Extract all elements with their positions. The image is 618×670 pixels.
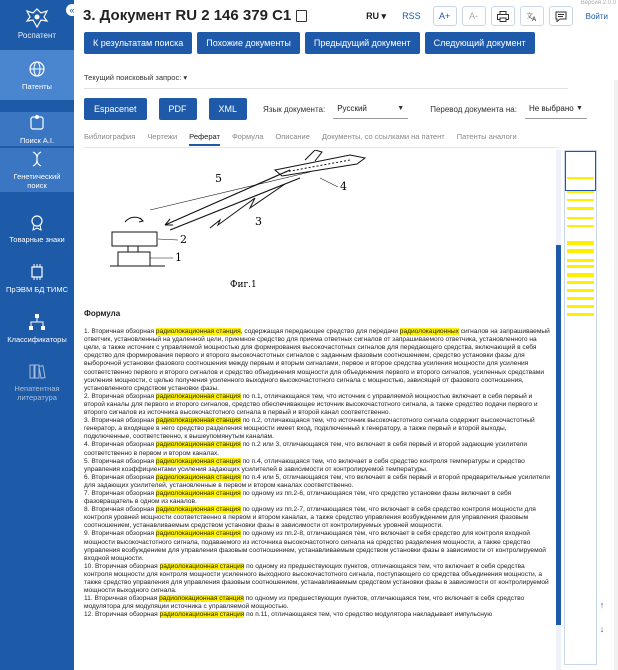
- claim-paragraph: [84, 506, 554, 530]
- document-title: 3. Документ RU 2 146 379 C1: [83, 7, 292, 24]
- sidebar-item-label: ПрЭВМ БД ТИМС: [5, 284, 68, 294]
- figure-label: 4: [340, 180, 347, 193]
- minimap-mark: [567, 273, 594, 277]
- claim-text: по одному из пп.2-7, отличающаяся тем, что включает в себя средство контроля мощности для контроля уровней мощности соответственно в первом и втором каналах, а также средство управления возбуждением для управления фазовым соотношением, устанавливаемым средством установки фазы в зависимости от контролируемых уровней мощности.: [84, 506, 536, 530]
- claim-paragraph: [84, 595, 554, 611]
- xml-button[interactable]: XML: [209, 98, 248, 120]
- sidebar-item-software-db[interactable]: [0, 256, 74, 300]
- divider: [84, 147, 558, 148]
- minimap-mark: [567, 297, 594, 300]
- aircraft-drawing: [275, 150, 365, 176]
- minimap-mark: [567, 177, 594, 179]
- search-highlight: радиолокационная станция: [155, 530, 241, 538]
- search-highlight: радиолокационная станция: [155, 328, 241, 336]
- claim-paragraph: [84, 530, 554, 562]
- translate-icon[interactable]: [520, 6, 544, 26]
- patent-figure: [110, 150, 370, 295]
- sidebar-item-trademarks[interactable]: [0, 206, 74, 250]
- page-title: [83, 7, 307, 24]
- minimap-viewport[interactable]: [565, 151, 596, 191]
- search-highlight: радиолокационная станция: [155, 417, 241, 425]
- sidebar-item-literature[interactable]: [0, 356, 74, 408]
- claim-text: по одному из предшествующих пунктов, отличающаяся тем, что включает в себя средства контроля мощности для контроля мощности усиленного выходного высокочастотного сигнала, поступающего со средства объединения мощности, а также средство управления для управления фазовым соотношением, устанавливаемым средством установки фазы в зависимости от контролируемой мощности выходного сигнала.: [84, 562, 549, 595]
- claim-text: по п.1, отличающаяся тем, что источник с управляемой мощностью включает в себя первый и второй каналы для первого и второго сигналов, средство обеспечивающее источник высокочастотного сигнала, а также средство подачи первого и второго сигналов из источника высокочастотного сигнала в первый и второй канал соответственно.: [84, 392, 538, 417]
- espacenet-button[interactable]: Espacenet: [84, 98, 147, 120]
- previous-document-button[interactable]: Предыдущий документ: [305, 32, 420, 54]
- claim-text: 1. Вторичная обзорная: [84, 328, 156, 336]
- language-switch[interactable]: RU ▾: [366, 10, 387, 21]
- claim-text: по п.11, отличающаяся тем, что средство модулятора накладывает импульсную: [244, 611, 493, 619]
- feedback-icon[interactable]: [549, 6, 573, 26]
- figure-caption: Фиг.1: [230, 280, 257, 290]
- tab-drawings[interactable]: Чертежи: [147, 132, 178, 141]
- search-highlight: радиолокационная станция: [159, 562, 245, 570]
- claim-paragraph: [84, 393, 554, 417]
- translate-label: Перевод документа на:: [430, 104, 517, 114]
- claim-text: по п.4, отличающаяся тем, что включает в себя средство контроля температуры и средство управления коэффициентами усиления задающих усилителей в зависимости от контролируемой температуры.: [84, 457, 525, 473]
- svg-text:文: 文: [525, 11, 533, 20]
- claim-text: по одному из пп.2-6, отличающаяся тем, что средство установки фазы включает в себя фазовращатель в одном из каналов.: [84, 489, 512, 506]
- document-language-select[interactable]: [333, 99, 408, 119]
- page-scrollbar[interactable]: [614, 80, 618, 670]
- chevron-down-icon: ▼: [397, 105, 405, 112]
- claim-text: 12. Вторичная обзорная: [84, 611, 160, 619]
- figure-label: 2: [180, 233, 187, 246]
- claim-text: 9. Вторичная обзорная: [84, 530, 156, 538]
- search-highlight: радиолокационная станция: [155, 457, 241, 465]
- search-highlight: радиолокационная станция: [155, 489, 241, 497]
- claim-paragraph: [84, 328, 554, 393]
- sidebar-item-label: Генетический поиск: [13, 172, 61, 190]
- sidebar-item-genetic-search[interactable]: [0, 148, 74, 192]
- divider: [84, 88, 568, 89]
- chevron-down-icon: ▼: [576, 105, 583, 112]
- sidebar-item-label: Патенты: [22, 81, 52, 91]
- scroll-up-icon[interactable]: ↑: [599, 600, 605, 610]
- login-link[interactable]: Войти: [585, 11, 608, 21]
- sidebar: [0, 0, 74, 670]
- claim-text: по одному из предшествующих пунктов, отличающаяся тем, что включает в себя средство модулятора для модуляции источника с управляемой мощностью.: [84, 595, 525, 611]
- claim-paragraph: [84, 458, 554, 474]
- claim-text: 7. Вторичная обзорная: [84, 489, 156, 497]
- claim-paragraph: [84, 474, 554, 490]
- globe-icon: [28, 60, 46, 78]
- font-decrease-button[interactable]: A-: [462, 6, 486, 26]
- claim-text: 10. Вторичная обзорная: [84, 562, 160, 570]
- claim-text: 11. Вторичная обзорная: [84, 595, 160, 603]
- minimap-mark: [567, 289, 594, 292]
- claim-text: 4. Вторичная обзорная: [84, 441, 156, 449]
- claim-text: 6. Вторичная обзорная: [84, 473, 156, 481]
- tab-abstract[interactable]: Реферат: [189, 132, 220, 146]
- font-increase-button[interactable]: A+: [433, 6, 457, 26]
- hierarchy-icon: [28, 313, 46, 331]
- logo[interactable]: [0, 0, 74, 46]
- claim-text: , содержащая передающее средство для передачи: [240, 328, 400, 336]
- claim-paragraph: [84, 417, 554, 441]
- pdf-button[interactable]: PDF: [159, 98, 197, 120]
- search-highlight: радиолокационная станция: [155, 392, 241, 400]
- section-heading: Формула: [84, 309, 121, 318]
- minimap-mark: [567, 217, 594, 219]
- selected-value: Не выбрано: [528, 104, 574, 113]
- content-scrollbar[interactable]: [556, 150, 561, 670]
- sidebar-item-ai-search[interactable]: [0, 112, 74, 146]
- logo-text: Роспатент: [17, 30, 57, 40]
- tab-description[interactable]: Описание: [275, 132, 310, 141]
- claim-paragraph: [84, 490, 554, 506]
- claim-text: 8. Вторичная обзорная: [84, 506, 156, 514]
- claim-text: по п.2 или 3, отличающаяся тем, что включает в себя первый и второй задающие усилители соответственно в первом и втором каналах.: [84, 441, 528, 457]
- svg-text:A: A: [531, 15, 536, 22]
- minimap-mark: [567, 225, 594, 227]
- ground-station-drawing: [110, 217, 165, 266]
- books-icon: [28, 362, 46, 380]
- search-highlight: радиолокационная станция: [159, 595, 244, 603]
- minimap-mark: [567, 265, 594, 268]
- selected-value: Русский: [337, 104, 367, 113]
- sidebar-item-classifiers[interactable]: [0, 306, 74, 350]
- claim-text: сигналов на запрашиваемый ответчик, установленный на удаленной цели, приемное средство для приема ответных сигналов от запрашиваемого ответчика, установленного на цели, а также источник с управляемой мощностью для формирования высокочастотных сигналов для передающего средства, включающий в себя средство для формирования первого и второго высокочастотных сигналов с заданным фазовым соотношением, средство установки фазы для выборочной установки фазового соотношения между первым и вторым сигналами, первое и второе средства усиления мощности для усиления соответственно первого и второго сигналов и средство объединения мощности для объединения первого и второго сигналов, усиленных средствами усиления мощности, с целью получения усиленного выходного высокочастотного сигнала с мощностью, зависящей от фазового соотношения, установленного средством установки фазы.: [84, 328, 550, 392]
- back-to-results-button[interactable]: К результатам поиска: [84, 32, 192, 54]
- claim-text: по п.4 или 5, отличающаяся тем, что включает в себя первый и второй предварительные усилители для задающих усилителей, установленные в первом и втором каналах соответственно.: [84, 473, 550, 489]
- search-highlight: радиолокационных: [399, 328, 459, 336]
- figure-label: 5: [215, 172, 222, 185]
- minimap-mark: [567, 199, 594, 201]
- eagle-logo-icon: [25, 7, 49, 29]
- search-highlight: радиолокационная станция: [159, 611, 245, 619]
- format-toolbar: [84, 98, 587, 120]
- minimap-mark: [567, 249, 594, 253]
- sidebar-item-label: Товарные знаки: [9, 234, 65, 244]
- figure-label: 3: [255, 215, 262, 228]
- sidebar-item-label: Непатентная литература: [14, 384, 60, 402]
- figure-label: 1: [175, 251, 182, 264]
- scrollbar-thumb[interactable]: [556, 245, 561, 625]
- claim-paragraph: [84, 611, 554, 619]
- search-highlight: радиолокационная станция: [155, 473, 241, 481]
- scroll-down-icon[interactable]: ↓: [599, 624, 605, 634]
- document-language-label: Язык документа:: [263, 104, 326, 114]
- copy-icon[interactable]: [296, 10, 307, 22]
- tab-patent-family[interactable]: Патенты аналоги: [456, 132, 517, 141]
- minimap-mark: [567, 191, 594, 193]
- sidebar-item-label: Поиск A.I.: [19, 135, 55, 145]
- next-document-button[interactable]: Следующий документ: [425, 32, 535, 54]
- claims-text: [84, 328, 554, 619]
- translate-select[interactable]: [525, 99, 587, 119]
- tab-bibliography[interactable]: Библиография: [84, 132, 136, 141]
- minimap-mark: [567, 241, 594, 245]
- dna-icon: [28, 150, 46, 168]
- minimap-mark: [567, 281, 594, 284]
- claim-text: 5. Вторичная обзорная: [84, 457, 156, 465]
- claim-text: по п.2, отличающаяся тем, что источник высокочастотного сигнала содержит высокочастотный генератор, а входящее в него средство разделения мощности имеет вход, подключенный к генератору, а также первый и второй выходы, подключенные, соответственно, к вышеупомянутым каналам.: [84, 417, 535, 441]
- print-icon[interactable]: [491, 6, 515, 26]
- claim-paragraph: [84, 563, 554, 595]
- search-highlight: радиолокационная станция: [155, 506, 241, 514]
- similar-documents-button[interactable]: Похожие документы: [197, 32, 300, 54]
- claim-text: 3. Вторичная обзорная: [84, 417, 156, 425]
- claim-text: 2. Вторичная обзорная: [84, 392, 156, 400]
- minimap-mark: [567, 207, 594, 210]
- minimap-mark: [567, 305, 594, 308]
- current-query-toggle[interactable]: Текущий поисковый запрос: ▾: [84, 73, 188, 82]
- claims-section: [84, 310, 554, 619]
- rss-link[interactable]: RSS: [402, 11, 421, 21]
- highlight-minimap[interactable]: [564, 150, 597, 665]
- version-label: Версия 2.0.0: [580, 0, 616, 6]
- claim-text: по одному из пп.2-8, отличающаяся тем, что включает в себя средство для контроля входной мощности высокочастотного сигнала, подаваемого из источника высокочастотного сигнала на средство разделения мощности, а также средство управления возбуждением для управления фазовым соотношением, устанавливаемым средством установки фазы в зависимости от контролируемой входной мощности.: [84, 530, 546, 562]
- chip-icon: [28, 263, 46, 281]
- collapse-sidebar-icon[interactable]: «: [66, 4, 78, 16]
- minimap-mark: [567, 313, 594, 316]
- puzzle-icon: [28, 114, 46, 132]
- top-toolbar: [366, 6, 618, 26]
- claim-paragraph: [84, 441, 554, 457]
- document-tabs: [84, 132, 517, 146]
- minimap-mark: [567, 259, 594, 262]
- sidebar-item-patents[interactable]: [0, 50, 74, 100]
- sidebar-item-label: Классификаторы: [7, 334, 67, 344]
- search-highlight: радиолокационная станция: [155, 441, 241, 449]
- seal-icon: [28, 213, 46, 231]
- tab-claims[interactable]: Формула: [231, 132, 264, 141]
- tab-citing-documents[interactable]: Документы, со ссылками на патент: [321, 132, 445, 141]
- document-navigation: [84, 32, 535, 54]
